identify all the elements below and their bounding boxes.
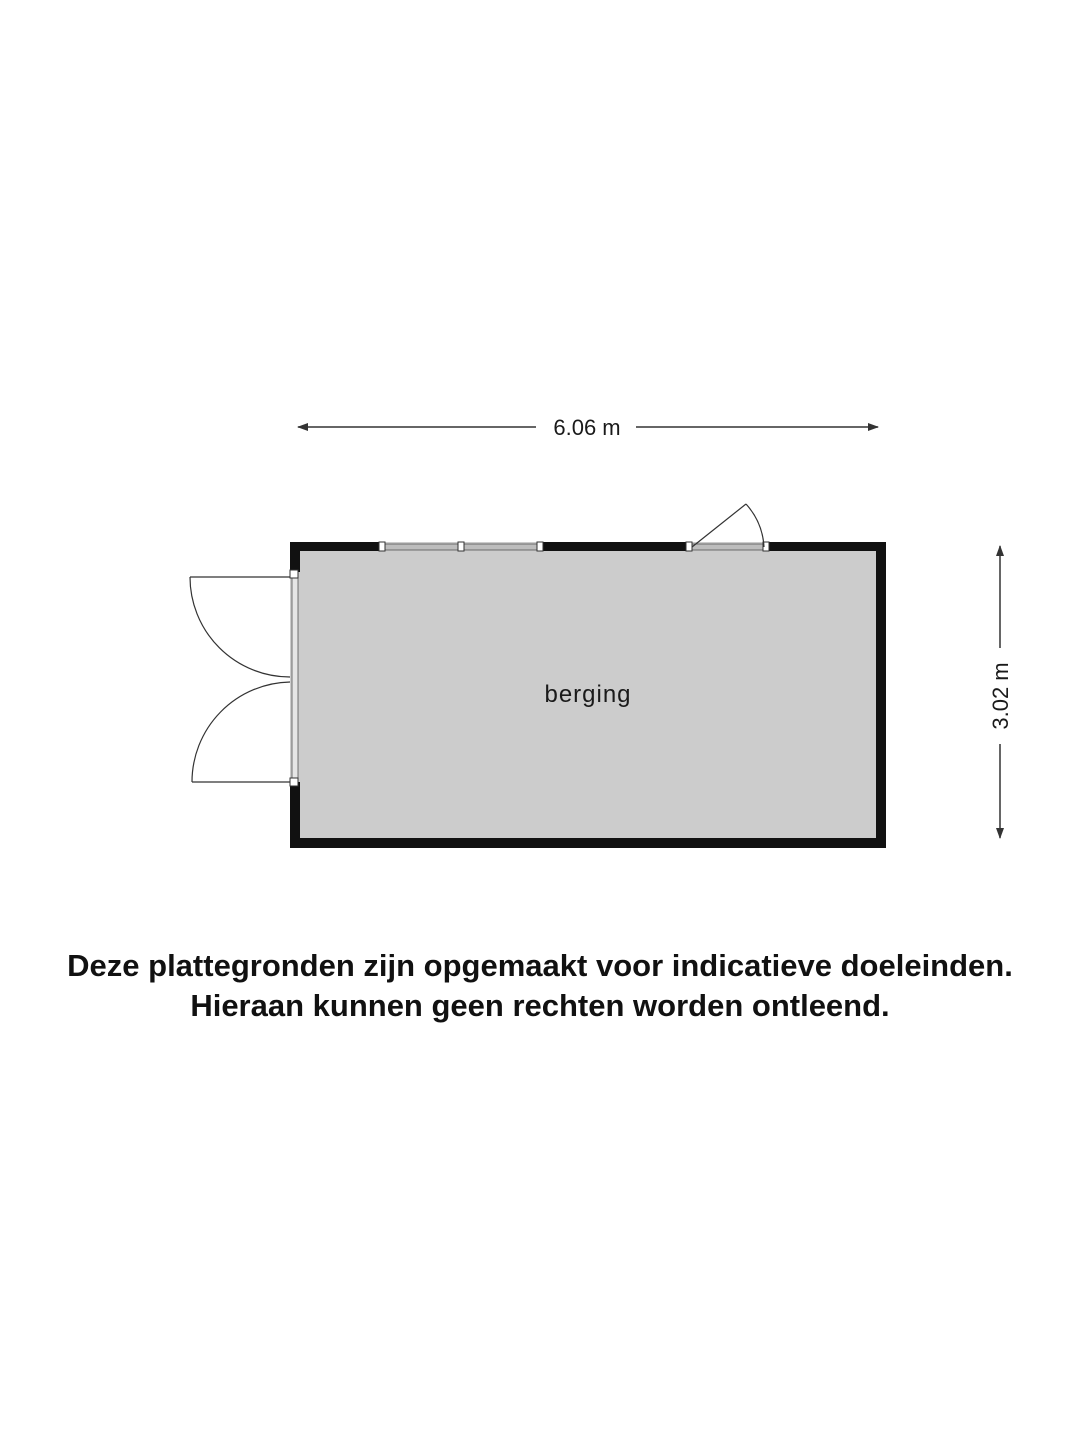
wall-top-middle: [542, 542, 688, 551]
window-post-2: [458, 542, 464, 551]
depth-dimension-label: 3.02 m: [988, 662, 1013, 730]
door-top-opening: [692, 544, 764, 550]
window-post-3: [537, 542, 543, 551]
depth-dimension: [988, 546, 1013, 838]
disclaimer-line-2: Hieraan kunnen geen rechten worden ontleend.: [190, 988, 890, 1023]
window-2: [463, 544, 539, 550]
door-top: [686, 504, 769, 551]
wall-bottom: [290, 838, 886, 848]
double-door-upper-arc: [190, 577, 290, 677]
wall-left-bottom: [290, 782, 300, 848]
room-label: berging: [544, 681, 632, 708]
double-door-lower-arc: [192, 682, 290, 782]
width-dimension: [298, 415, 878, 440]
wall-top-right: [766, 542, 886, 551]
disclaimer-line-1: Deze plattegronden zijn opgemaakt voor indicatieve doeleinden.: [67, 948, 1013, 983]
double-door-post-bottom: [290, 778, 298, 786]
wall-top-left: [290, 542, 380, 551]
double-door-left: [190, 570, 298, 786]
door-top-leaf: [692, 504, 746, 547]
window-post-1: [379, 542, 385, 551]
wall-right: [876, 542, 886, 848]
double-door-post-top: [290, 570, 298, 578]
door-top-post-left: [686, 542, 692, 551]
double-door-opening: [292, 574, 298, 782]
door-top-swing-arc: [746, 504, 764, 547]
window-1: [384, 544, 460, 550]
wall-left-top: [290, 542, 300, 572]
width-dimension-label: 6.06 m: [553, 415, 621, 440]
